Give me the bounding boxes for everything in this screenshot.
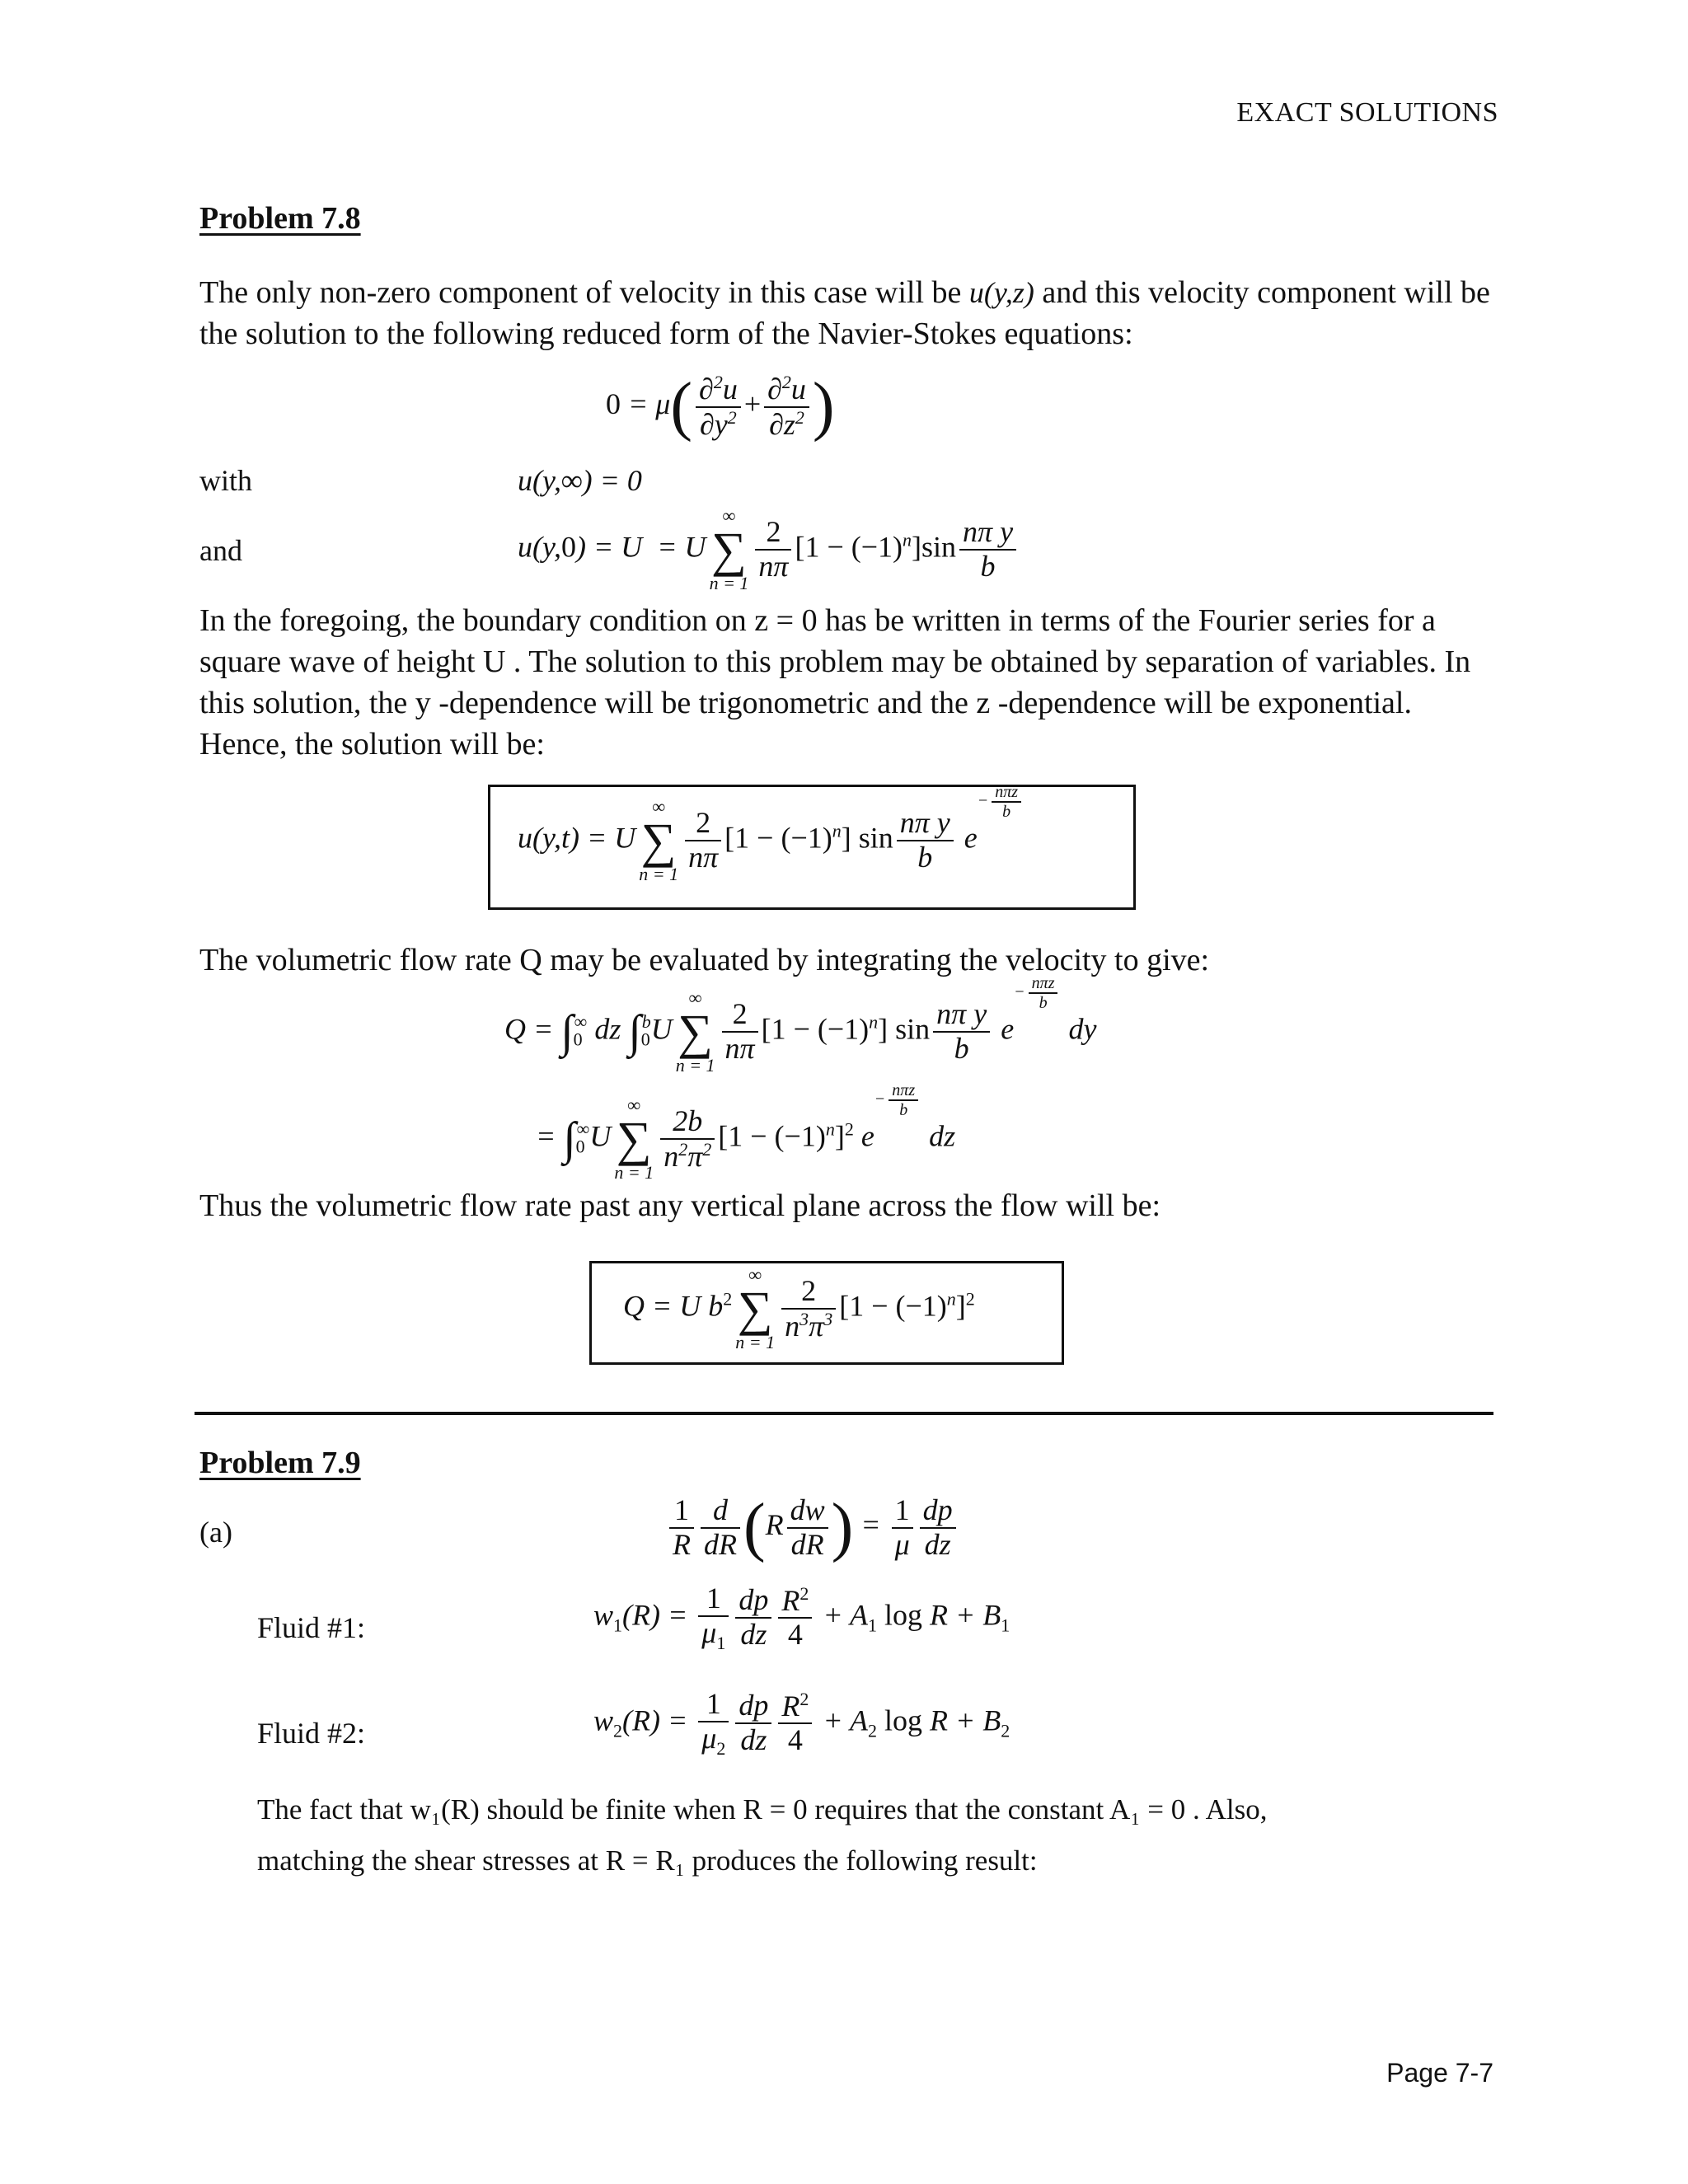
problem-7-8-para2: In the foregoing, the boundary condition on z = 0 has be written in terms of the Fourier series for a square wave of height U . The solution to this problem may be obtained by separation of variables. In this solution, the y -dependence will be trigonometric and the z -dependence will be exponential. Hence, the solution will be: <box>199 603 1471 762</box>
equation-laplace: 0 = μ( $\frac{\partial^2u}{\partial y^2}$ + $\frac{\partial^2u}{\partial z^2}$ ) <box>606 370 835 443</box>
problem-7-8-para4: Thus the volumetric flow rate past any vertical plane across the flow will be: <box>199 1188 1161 1223</box>
problem-7-8-intro <box>199 272 1493 354</box>
problem-7-8-para3: The volumetric flow rate Q may be evaluated by integrating the velocity to give: <box>199 943 1210 977</box>
equation-fluid-1: $w_1(R)$ = $\frac{1}{\mu_1}$ $\frac{dp}{dz}$ $\frac{R^2}{4}$ + $A_1$ $\log R + B_1$ <box>593 1582 1010 1653</box>
boundary-condition-2: u(y,0) = U = U ∞ ∑ n = 1 $\frac{2}{n\pi}$ $[1 - (-1)^n]\sin$ $\frac{\text{nπ y}}{b}$ <box>518 507 1020 593</box>
equation-fluid-2: $w_2(R)$ = $\frac{1}{\mu_2}$ $\frac{dp}{dz}$ $\frac{R^2}{4}$ + $A_2$ $\log R + B_2$ <box>593 1687 1010 1759</box>
and-label: and <box>199 534 242 567</box>
problem-7-8-title: Problem 7.8 <box>199 201 361 236</box>
page-number: Page 7-7 <box>1386 2058 1493 2088</box>
intro-text-a: The only non-zero component of velocity in this case will be <box>199 275 969 310</box>
problem-7-9-title: Problem 7.9 <box>199 1446 361 1480</box>
problem-7-9-text-b: matching the shear stresses at R = R₁ produces the following result: <box>257 1844 1038 1877</box>
intro-text-b: and this velocity component will be the solution to the following reduced form of the Navier-Stokes equations: <box>199 275 1490 351</box>
solution-velocity-equation: u(y,t) = U ∞ ∑ n = 1 $\frac{2}{n\pi}$ $[1 - (-1)^n]$ sin $\frac{\text{nπ y}}{b}$ e− $\frac{\text{nπz}}{b}$ <box>518 798 1025 883</box>
section-divider <box>195 1412 1493 1415</box>
running-header: EXACT SOLUTIONS <box>1236 97 1498 128</box>
fluid-1-label: Fluid #1: <box>257 1611 366 1644</box>
flow-rate-integral-1: $Q = \int_0^\infty$ dz $\int_0^bU$ ∞ ∑ n = 1 $\frac{2}{n\pi}$ $[1 - (-1)^n]$ sin $\frac{\text{nπ y}}{b}$ e− $\frac{\text{nπz}}{b}$ dy <box>504 974 1097 1076</box>
part-a-label: (a) <box>199 1516 232 1549</box>
equation-momentum: $\frac{1}{R}$ $\frac{d}{dR}$ (R $\frac{dw}{dR}$ ) = $\frac{1}{\mu}$ $\frac{dp}{dz}$ <box>666 1490 959 1565</box>
problem-7-9-text-a: The fact that w₁(R) should be finite when R = 0 requires that the constant A₁ = 0 . Also, <box>257 1793 1268 1825</box>
flow-rate-integral-2: = $\int_0^\infty U$ ∞ ∑ n = 1 $\frac{2b}{n^2\pi^2}$ $[1 - (-1)^n]^2$ e− $\frac{\text{nπz}}{b}$ dz <box>536 1081 956 1183</box>
with-label: with <box>199 464 253 497</box>
fluid-2-label: Fluid #2: <box>257 1717 366 1750</box>
boundary-condition-1: u(y,∞) = 0 <box>518 464 642 497</box>
intro-variable: u(y,z) <box>968 276 1034 309</box>
flow-rate-result: Q = U $b^2$ ∞ ∑ n = 1 $\frac{2}{n^3\pi^3}$ $[1 - (-1)^n]^2$ <box>623 1264 975 1352</box>
